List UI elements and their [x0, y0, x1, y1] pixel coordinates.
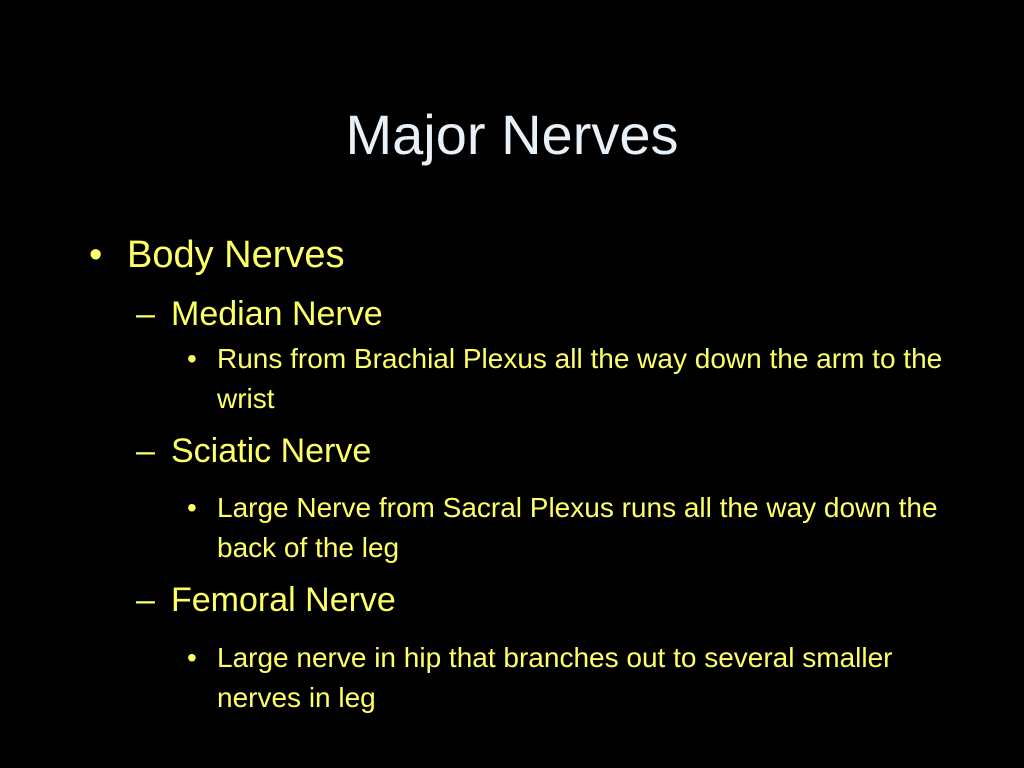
- subbullet-label: Median Nerve: [171, 295, 383, 333]
- bullet-body-nerves: [89, 230, 947, 280]
- subbullet-median-nerve: [136, 293, 951, 335]
- detail-femoral-nerve: [187, 638, 947, 718]
- subbullet-femoral-nerve: [136, 579, 951, 621]
- bullet-icon: •: [187, 343, 197, 374]
- dash-icon: –: [136, 295, 155, 333]
- dash-icon: –: [136, 432, 155, 470]
- subbullet-label: Femoral Nerve: [171, 581, 396, 619]
- bullet-label: Body Nerves: [127, 234, 345, 276]
- detail-median-nerve: [187, 339, 947, 419]
- subbullet-sciatic-nerve: [136, 430, 951, 472]
- bullet-icon: •: [89, 234, 103, 276]
- subbullet-label: Sciatic Nerve: [171, 432, 372, 470]
- detail-text: Large Nerve from Sacral Plexus runs all the way down the back of the leg: [217, 492, 938, 563]
- bullet-icon: •: [187, 642, 197, 673]
- detail-text: Large nerve in hip that branches out to several smaller nerves in leg: [217, 642, 893, 713]
- detail-sciatic-nerve: [187, 488, 947, 568]
- dash-icon: –: [136, 581, 155, 619]
- bullet-icon: •: [187, 492, 197, 523]
- slide-content: [0, 230, 1024, 718]
- slide-title: Major Nerves: [345, 103, 679, 166]
- detail-text: Runs from Brachial Plexus all the way down the arm to the wrist: [217, 343, 943, 414]
